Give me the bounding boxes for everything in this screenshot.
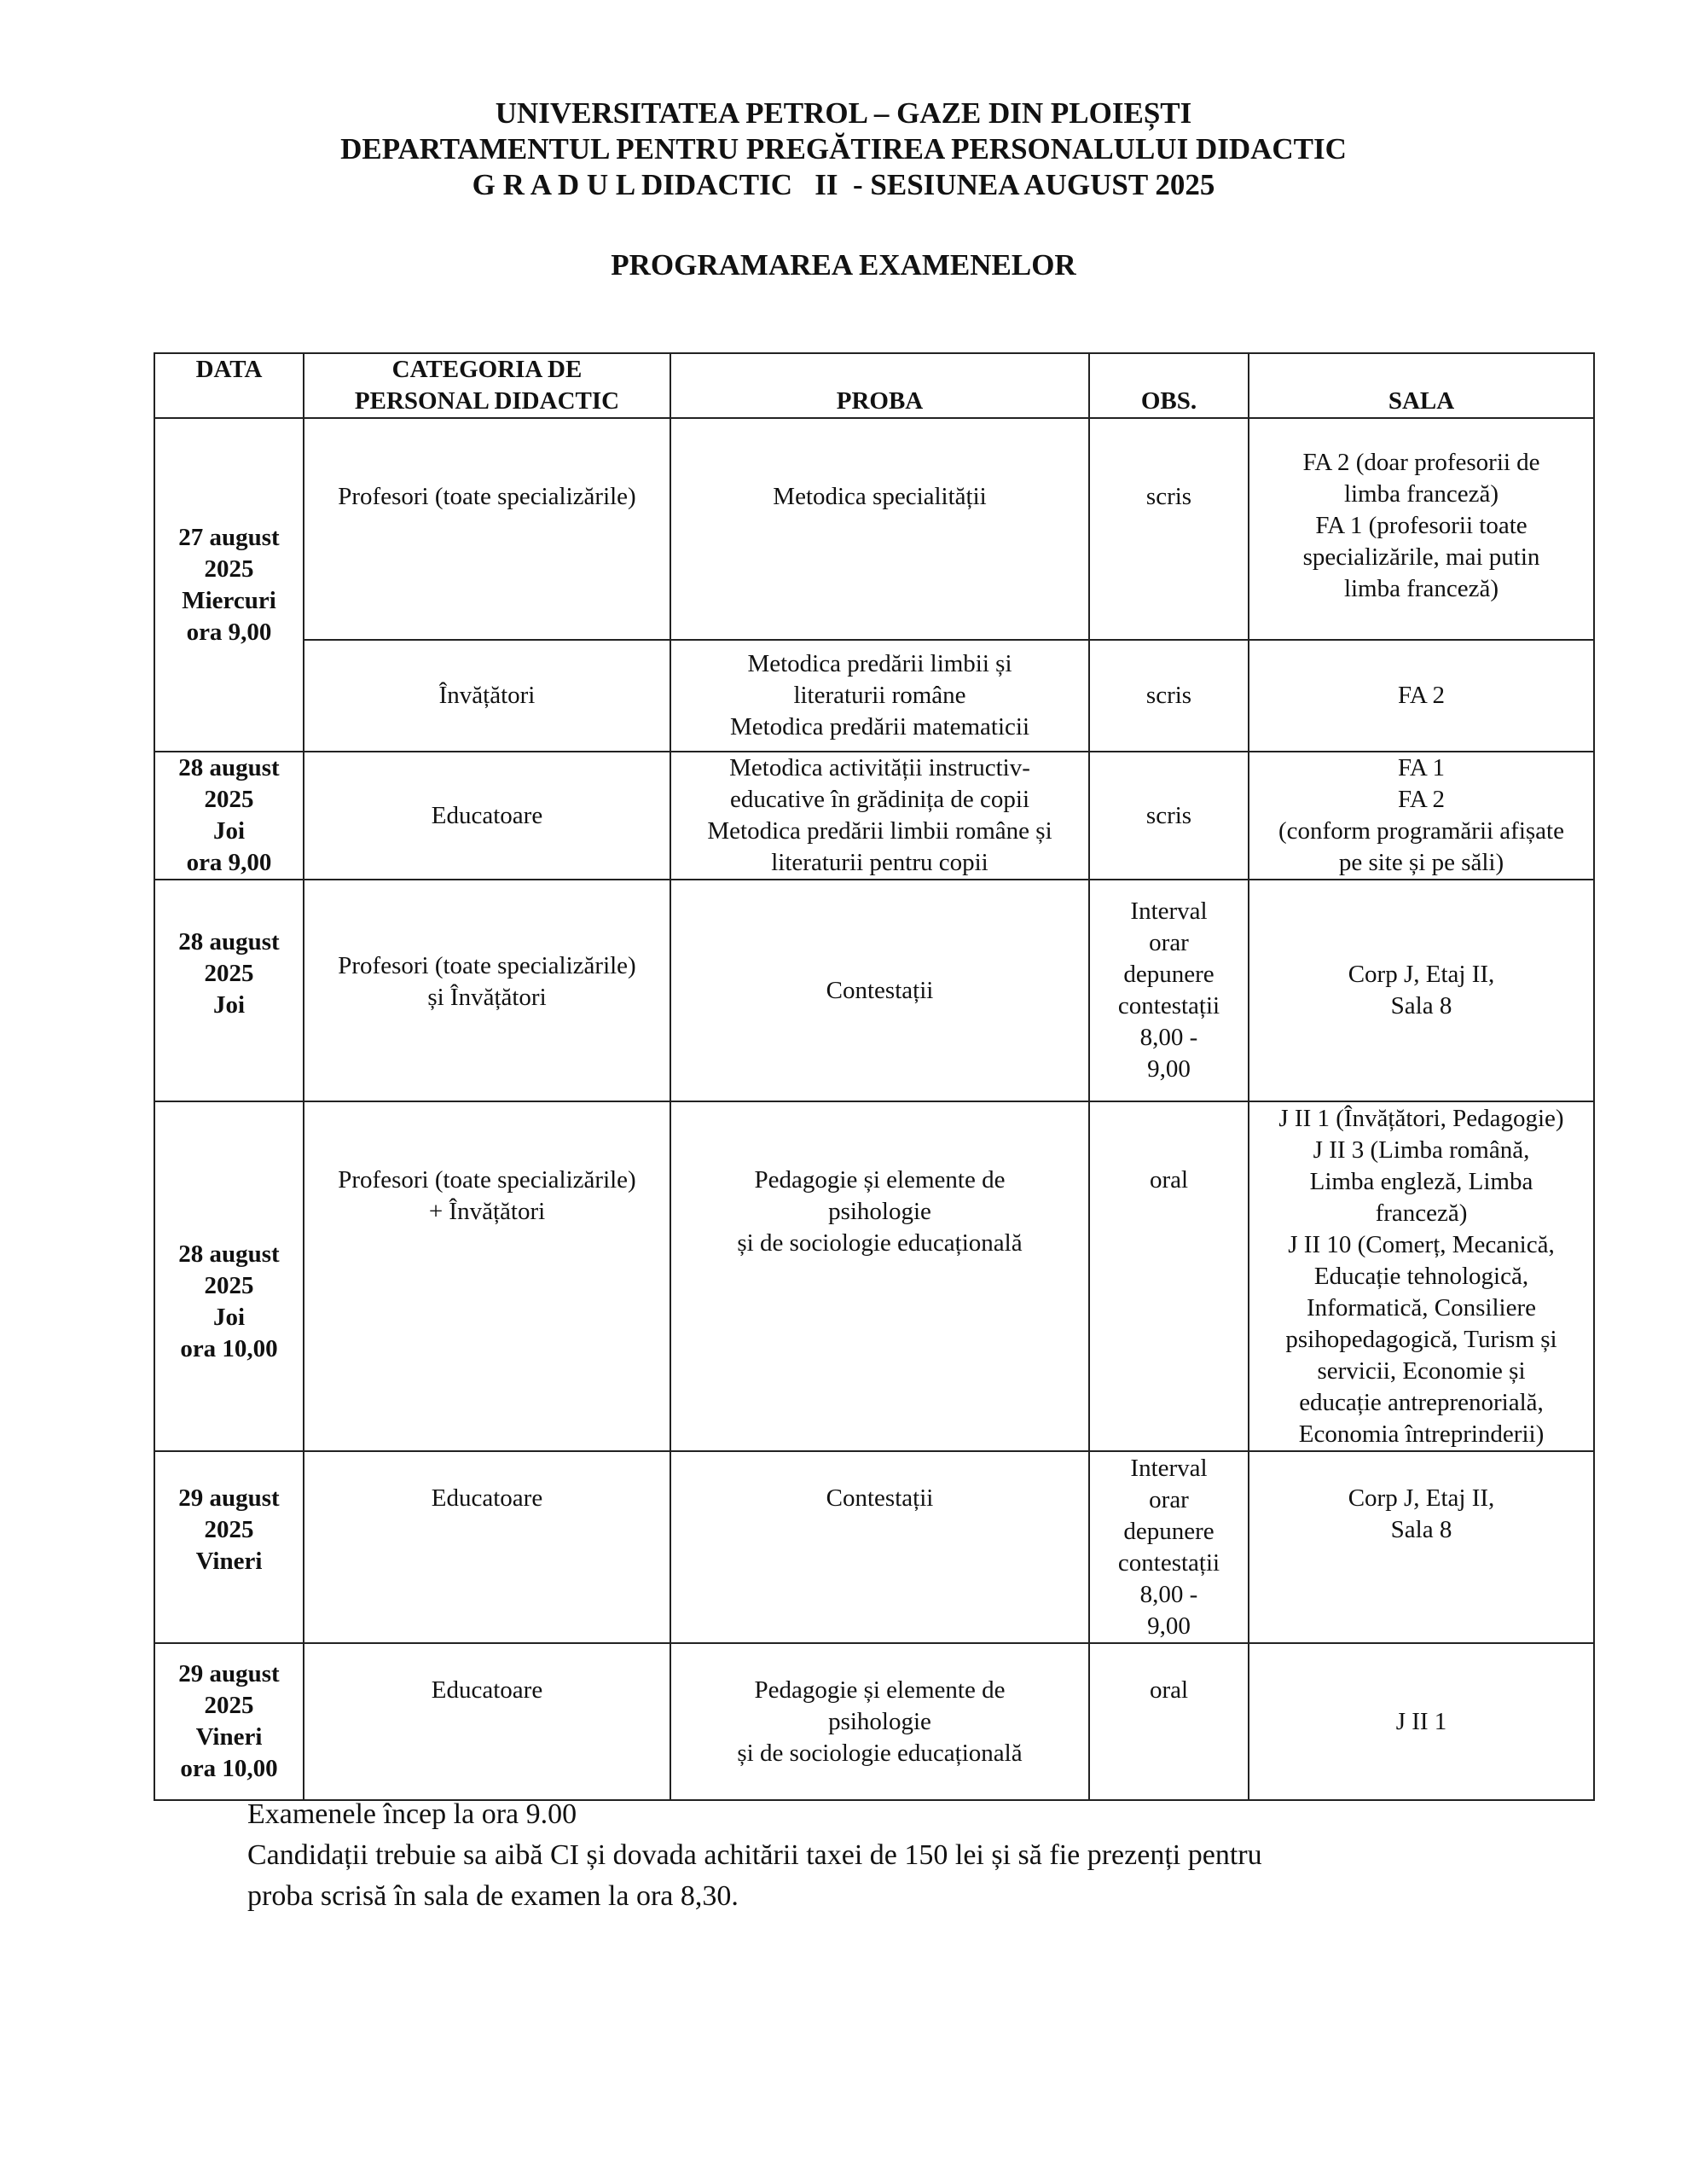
- note-start-time: Examenele încep la ora 9.00: [247, 1798, 577, 1830]
- table-row: [154, 1451, 1594, 1643]
- room-cell: J II 1: [1249, 1643, 1594, 1800]
- exam-cell: Metodica specialității: [670, 418, 1089, 640]
- observation-cell: scris: [1089, 640, 1249, 752]
- column-header-sala: SALA: [1249, 353, 1594, 418]
- column-header-obs: OBS.: [1089, 353, 1249, 418]
- table-row: [154, 752, 1594, 880]
- column-header-data: DATA: [154, 353, 304, 418]
- date-cell: 29 august 2025 Vineri: [154, 1451, 304, 1643]
- observation-cell: oral: [1089, 1101, 1249, 1451]
- observation-cell: Interval orar depunere contestații 8,00 - 9,00: [1089, 1451, 1249, 1643]
- date-cell: 28 august 2025 Joi: [154, 880, 304, 1101]
- department-name: DEPARTAMENTUL PENTRU PREGĂTIREA PERSONALULUI DIDACTIC: [340, 132, 1347, 166]
- exam-notes: [247, 1794, 1527, 1917]
- column-header-categoria: CATEGORIA DE PERSONAL DIDACTIC: [304, 353, 670, 418]
- column-header-proba: PROBA: [670, 353, 1089, 418]
- exam-cell: Contestații: [670, 1451, 1089, 1643]
- exam-cell: Metodica activității instructiv- educative în grădinița de copii Metodica predării limbii române și literaturii pentru copii: [670, 752, 1089, 880]
- table-row: [154, 880, 1594, 1101]
- table-row: [154, 1643, 1594, 1800]
- note-requirements: Candidații trebuie sa aibă CI și dovada achitării taxei de 150 lei și să fie prezenți pentru: [247, 1839, 1262, 1871]
- category-cell: Educatoare: [304, 752, 670, 880]
- observation-cell: scris: [1089, 752, 1249, 880]
- session-title: G R A D U L DIDACTIC II - SESIUNEA AUGUST 2025: [472, 168, 1215, 201]
- date-cell: 28 august 2025 Joi ora 9,00: [154, 752, 304, 880]
- category-cell: Învățători: [304, 640, 670, 752]
- date-cell: 27 august 2025 Miercuri ora 9,00: [154, 418, 304, 752]
- exam-cell: Contestații: [670, 880, 1089, 1101]
- room-cell: FA 1 FA 2 (conform programării afișate pe site și pe săli): [1249, 752, 1594, 880]
- observation-cell: Interval orar depunere contestații 8,00 - 9,00: [1089, 880, 1249, 1101]
- table-row: [154, 640, 1594, 752]
- room-cell: FA 2: [1249, 640, 1594, 752]
- table-row: [154, 418, 1594, 640]
- room-cell: Corp J, Etaj II, Sala 8: [1249, 1451, 1594, 1643]
- exam-cell: Metodica predării limbii și literaturii române Metodica predării matematicii: [670, 640, 1089, 752]
- category-cell: Profesori (toate specializările) și Învățători: [304, 880, 670, 1101]
- document-header: [0, 96, 1687, 203]
- exam-cell: Pedagogie și elemente de psihologie și de sociologie educațională: [670, 1101, 1089, 1451]
- category-cell: Educatoare: [304, 1451, 670, 1643]
- note-requirements-continued: proba scrisă în sala de examen la ora 8,30.: [247, 1880, 739, 1912]
- table-row: [154, 1101, 1594, 1451]
- exam-schedule-table: [154, 352, 1595, 1801]
- observation-cell: scris: [1089, 418, 1249, 640]
- date-cell: 28 august 2025 Joi ora 10,00: [154, 1101, 304, 1451]
- university-name: UNIVERSITATEA PETROL – GAZE DIN PLOIEȘTI: [495, 96, 1192, 130]
- room-cell: Corp J, Etaj II, Sala 8: [1249, 880, 1594, 1101]
- category-cell: Educatoare: [304, 1643, 670, 1800]
- date-cell: 29 august 2025 Vineri ora 10,00: [154, 1643, 304, 1800]
- page-title: PROGRAMAREA EXAMENELOR: [611, 248, 1076, 282]
- room-cell: J II 1 (Învățători, Pedagogie) J II 3 (Limba română, Limba engleză, Limba franceză) J II 10 (Comerț, Mecanică, Educație tehnologică, Informatică, Consiliere psihopedagogică, Turism și servicii, Economie și educație antreprenorială, Economia întreprinderii): [1249, 1101, 1594, 1451]
- room-cell: FA 2 (doar profesorii de limba franceză) FA 1 (profesorii toate specializările, mai putin limba franceză): [1249, 418, 1594, 640]
- exam-cell: Pedagogie și elemente de psihologie și de sociologie educațională: [670, 1643, 1089, 1800]
- category-cell: Profesori (toate specializările): [304, 418, 670, 640]
- category-cell: Profesori (toate specializările) + Învățători: [304, 1101, 670, 1451]
- table-header-row: [154, 353, 1594, 418]
- observation-cell: oral: [1089, 1643, 1249, 1800]
